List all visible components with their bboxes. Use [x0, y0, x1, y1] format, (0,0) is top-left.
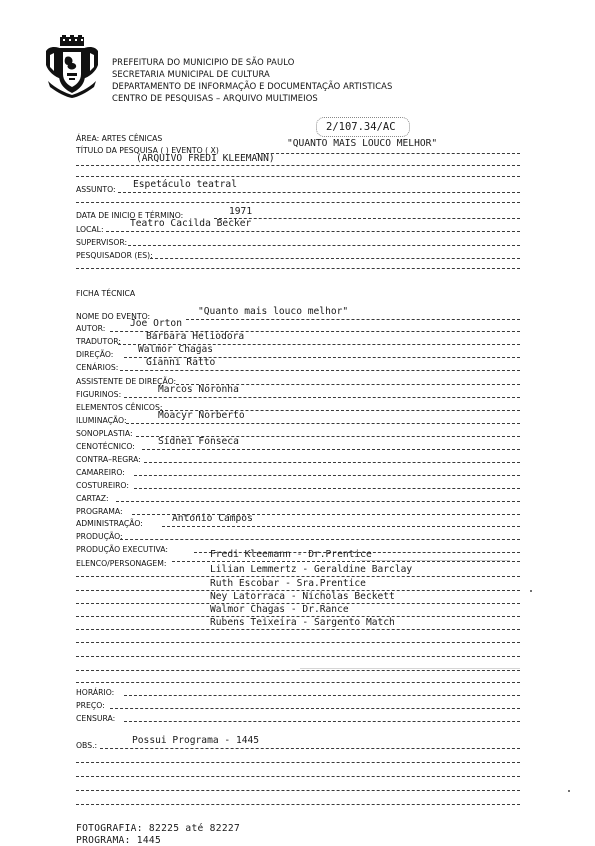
titulo-value-2: (ARQUIVO FREDI KLEEMANN)	[136, 153, 275, 164]
cast-rule	[172, 561, 520, 562]
assunto-rule	[118, 192, 520, 193]
field-value: Moacyr Norberto	[158, 410, 245, 421]
supervisor-label: SUPERVISOR:	[76, 238, 128, 247]
cast-rule	[76, 576, 520, 577]
field-rule	[120, 370, 520, 371]
cast-rule	[76, 629, 520, 630]
field-value: Walmor Chagas	[138, 344, 214, 355]
field-label: CENOTÉCNICO:	[76, 442, 135, 451]
censura-label: CENSURA:	[76, 714, 116, 723]
blank-rule	[76, 656, 520, 657]
local-label: LOCAL:	[76, 225, 104, 234]
field-value: Sidnei Fonseca	[158, 436, 239, 447]
field-label: ILUMINAÇÃO:	[76, 416, 127, 425]
record-code-stamp	[316, 117, 410, 137]
obs-rule-2	[76, 762, 520, 763]
obs-rule-3	[76, 776, 520, 777]
field-label: AUTOR:	[76, 324, 106, 333]
field-label: DIREÇÃO:	[76, 350, 114, 359]
area-label: ÁREA: ARTES CÊNICAS	[76, 134, 163, 143]
scan-artifact	[360, 560, 510, 561]
supervisor-rule	[128, 245, 520, 246]
titulo-rule-2	[76, 165, 520, 166]
censura-rule	[124, 721, 520, 722]
titulo-label: TÍTULO DA PESQUISA ( ) EVENTO ( X)	[76, 146, 219, 155]
field-value: Antonio Campos	[172, 513, 253, 524]
field-rule	[162, 526, 520, 527]
data-label: DATA DE INICIO E TÉRMINO:	[76, 211, 184, 220]
cast-entry: Walmor Chagas - Dr.Rance	[210, 604, 349, 615]
assunto-value: Espetáculo teatral	[133, 179, 237, 190]
field-label: CARTAZ:	[76, 494, 109, 503]
horario-label: HORÁRIO:	[76, 688, 115, 697]
titulo-rule	[256, 153, 520, 154]
field-value: Bárbara Heliodora	[146, 331, 245, 342]
header-line-prefeitura: PREFEITURA DO MUNICIPIO DE SÃO PAULO	[112, 57, 295, 67]
header-line-centro: CENTRO DE PESQUISAS – ARQUIVO MULTIMEIOS	[112, 93, 318, 103]
pesquisador-rule-2	[76, 268, 520, 269]
scan-speck	[530, 590, 532, 592]
ficha-heading: FICHA TÉCNICA	[76, 289, 136, 298]
field-label: ELEMENTOS CÊNICOS:	[76, 403, 163, 412]
field-rule	[120, 539, 520, 540]
field-label: CAMAREIRO:	[76, 468, 125, 477]
preco-rule	[110, 708, 520, 709]
field-label: PROGRAMA:	[76, 507, 123, 516]
scan-speck	[568, 790, 570, 792]
field-value: Joe Orton	[130, 318, 182, 329]
blank-rule	[76, 682, 520, 683]
coat-of-arms-logo	[40, 35, 104, 99]
obs-value: Possui Programa - 1445	[132, 735, 260, 746]
field-label: NOME DO EVENTO:	[76, 312, 151, 321]
field-rule	[144, 462, 520, 463]
footer-programa: PROGRAMA: 1445	[76, 835, 162, 846]
field-label: FIGURINOS:	[76, 390, 122, 399]
assunto-rule-2	[76, 202, 520, 203]
local-rule	[106, 231, 520, 232]
horario-rule	[124, 695, 520, 696]
titulo-rule-3	[76, 176, 520, 177]
field-label: ASSISTENTE DE DIREÇÃO:	[76, 377, 177, 386]
cast-entry: Rubens Teixeira - Sargento Match	[210, 617, 395, 628]
field-rule	[186, 319, 520, 320]
data-value: 1971	[229, 206, 253, 217]
field-label: PRODUÇÃO EXECUTIVA:	[76, 545, 168, 554]
obs-rule-5	[76, 804, 520, 805]
field-rule	[142, 449, 520, 450]
cast-entry: Lilian Lemmertz - Geraldine Barclay	[210, 564, 413, 575]
field-rule	[134, 475, 520, 476]
data-rule	[214, 218, 520, 219]
blank-rule	[76, 670, 520, 671]
local-value: Teatro Cacilda Becker	[130, 218, 252, 229]
field-rule	[124, 397, 520, 398]
header-line-secretaria: SECRETARIA MUNICIPAL DE CULTURA	[112, 69, 270, 79]
obs-label: OBS.:	[76, 741, 98, 750]
assunto-label: ASSUNTO:	[76, 185, 116, 194]
field-label: SONOPLASTIA:	[76, 429, 133, 438]
cast-entry: Fredi Kleemann - Dr.Prentice	[210, 549, 372, 560]
field-label: PRODUÇÃO:	[76, 532, 123, 541]
blank-rule	[76, 642, 520, 643]
field-label: CONTRA–REGRA:	[76, 455, 141, 464]
pesquisador-label: PESQUISADOR (ES):	[76, 251, 153, 260]
field-value: Marcos Noronha	[158, 384, 239, 395]
field-rule	[126, 423, 520, 424]
field-label: CENÁRIOS:	[76, 363, 119, 372]
pesquisador-rule	[150, 258, 520, 259]
preco-label: PREÇO:	[76, 701, 105, 710]
field-value: "Quanto mais louco melhor"	[198, 306, 349, 317]
record-code: 2/107.34/AC	[326, 121, 396, 133]
field-label: ADMINISTRAÇÃO:	[76, 519, 143, 528]
footer-fotografia: FOTOGRAFIA: 82225 até 82227	[76, 823, 241, 834]
cast-entry: Ney Latorraca - Nicholas Beckett	[210, 591, 395, 602]
field-label: COSTUREIRO:	[76, 481, 129, 490]
scan-artifact	[300, 668, 520, 669]
cast-entry: Ruth Escobar - Sra.Prentice	[210, 578, 366, 589]
titulo-value: "QUANTO MAIS LOUCO MELHOR"	[287, 138, 438, 149]
obs-rule-4	[76, 790, 520, 791]
obs-rule	[100, 748, 520, 749]
field-rule	[116, 501, 520, 502]
field-rule	[134, 488, 520, 489]
field-value: Gianni Ratto	[146, 357, 216, 368]
elenco-label: ELENCO/PERSONAGEM:	[76, 559, 167, 568]
header-line-departamento: DEPARTAMENTO DE INFORMAÇÃO E DOCUMENTAÇÃO ARTISTICAS	[112, 81, 393, 91]
field-label: TRADUTOR:	[76, 337, 121, 346]
